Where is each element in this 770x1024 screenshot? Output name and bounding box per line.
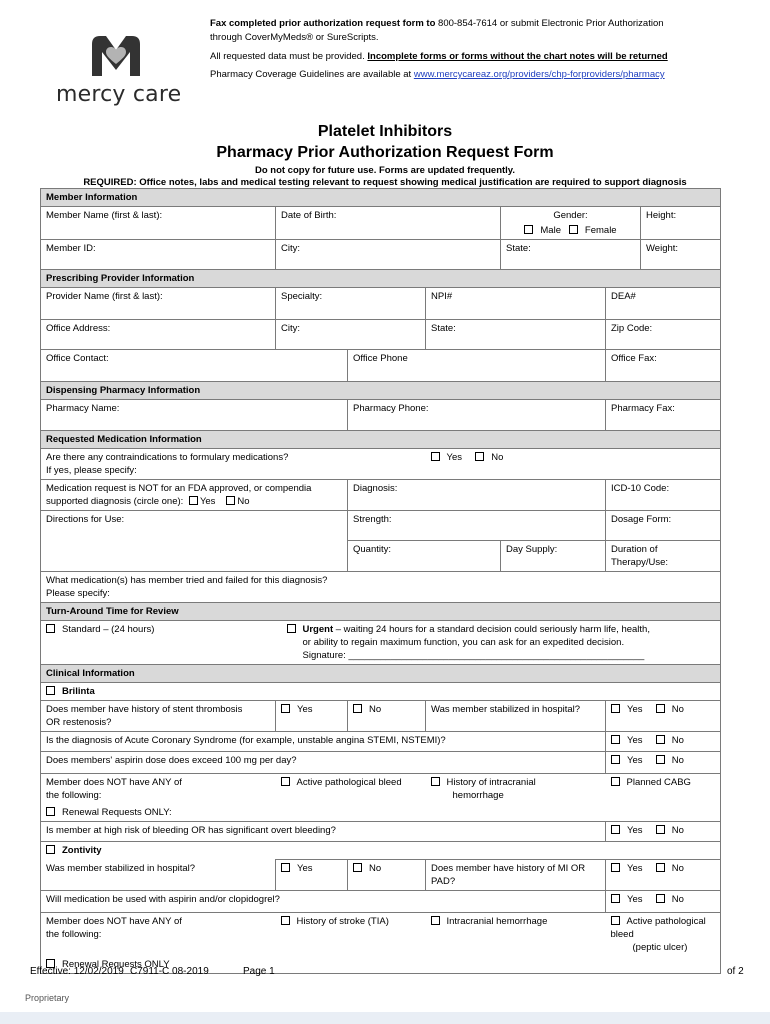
z-aspirin-no-checkbox[interactable] <box>656 894 665 903</box>
z-bleed-option[interactable]: Active pathological bleed (peptic ulcer) <box>606 913 721 957</box>
signature-line[interactable]: Signature: ________________________________________________________ <box>302 650 645 661</box>
dosage-form-field[interactable]: Dosage Form: <box>606 511 721 541</box>
guidelines-line: Pharmacy Coverage Guidelines are available at www.mercycareaz.org/providers/chp-forproviders/pharmacy <box>210 69 665 80</box>
form-title: Platelet Inhibitors <box>317 123 453 140</box>
duration-field[interactable]: Duration of Therapy/Use: <box>606 541 721 572</box>
height-field[interactable]: Height: <box>641 207 721 240</box>
z-aspirin-options[interactable]: Yes No <box>606 891 721 913</box>
z-stabilized-question: Was member stabilized in hospital? <box>41 860 276 891</box>
z-mi-question: Does member have history of MI OR PAD? <box>426 860 606 891</box>
b-renewal-option[interactable]: Renewal Requests ONLY: <box>41 804 721 822</box>
section-member: Member Information <box>41 189 721 207</box>
standard-checkbox[interactable] <box>46 624 55 633</box>
pharmacy-phone-field[interactable]: Pharmacy Phone: <box>348 400 606 431</box>
member-city-field[interactable]: City: <box>276 240 501 270</box>
weight-field[interactable]: Weight: <box>641 240 721 270</box>
office-city-field[interactable]: City: <box>276 320 426 350</box>
office-phone-field[interactable]: Office Phone <box>348 350 606 382</box>
z-mi-no-checkbox[interactable] <box>656 863 665 872</box>
provider-name-field[interactable]: Provider Name (first & last): <box>41 288 276 320</box>
b-stabilized-no-checkbox[interactable] <box>656 704 665 713</box>
urgent-checkbox[interactable] <box>287 624 296 633</box>
standard-option[interactable]: Standard – (24 hours) <box>41 621 276 665</box>
office-state-field[interactable]: State: <box>426 320 606 350</box>
form-code: C7911-C 08-2019 <box>130 966 209 977</box>
office-address-field[interactable]: Office Address: <box>41 320 276 350</box>
z-stabilized-yes[interactable]: Yes <box>276 860 348 891</box>
required-notice: All requested data must be provided. Incomplete forms or forms without the chart notes will be returned <box>210 51 668 62</box>
gender-field[interactable]: Gender: Male Female <box>501 207 641 240</box>
z-mi-yes-checkbox[interactable] <box>611 863 620 872</box>
bleeding-risk-options[interactable]: Yes No <box>606 822 721 842</box>
npi-field[interactable]: NPI# <box>426 288 606 320</box>
b-ich-option[interactable]: History of intracranial hemorrhage <box>426 774 606 805</box>
z-notany-label: Member does NOT have ANY of the following: <box>41 913 276 957</box>
z-ich-option[interactable]: Intracranial hemorrhage <box>426 913 606 957</box>
member-id-field[interactable]: Member ID: <box>41 240 276 270</box>
risk-yes-checkbox[interactable] <box>611 825 620 834</box>
specialty-field[interactable]: Specialty: <box>276 288 426 320</box>
aspirin-options[interactable]: Yes No <box>606 752 721 774</box>
male-checkbox[interactable] <box>524 225 533 234</box>
member-name-field[interactable]: Member Name (first & last): <box>41 207 276 240</box>
request-form-table <box>40 188 721 974</box>
stent-question: Does member have history of stent thrombosis OR restenosis? <box>41 701 276 732</box>
fda-yes-checkbox[interactable] <box>189 496 198 505</box>
bottom-bar <box>0 1012 770 1024</box>
section-pharmacy: Dispensing Pharmacy Information <box>41 382 721 400</box>
b-stabilized-yes-checkbox[interactable] <box>611 704 620 713</box>
page-total: of 2 <box>727 966 744 977</box>
b-bleed-option[interactable]: Active pathological bleed <box>276 774 426 805</box>
directions-field[interactable]: Directions for Use: <box>41 511 348 572</box>
b-cabg-option[interactable]: Planned CABG <box>606 774 721 805</box>
z-renewal-option[interactable]: Renewal Requests ONLY <box>41 956 721 974</box>
mercy-care-logo-icon <box>52 32 182 80</box>
member-state-field[interactable]: State: <box>501 240 641 270</box>
section-prescriber: Prescribing Provider Information <box>41 270 721 288</box>
fda-no-checkbox[interactable] <box>226 496 235 505</box>
dob-field[interactable]: Date of Birth: <box>276 207 501 240</box>
zontivity-checkbox[interactable] <box>46 845 55 854</box>
z-bleed-checkbox[interactable] <box>611 916 620 925</box>
fda-question[interactable]: Medication request is NOT for an FDA approved, or compendia supported diagnosis (circle one): Yes No <box>41 480 348 511</box>
fax-instructions-line2: through CoverMyMeds® or SureScripts. <box>210 32 379 43</box>
strength-field[interactable]: Strength: <box>348 511 606 541</box>
contraindications-options[interactable]: Yes No <box>426 449 721 480</box>
b-stabilized-question: Was member stabilized in hospital? <box>426 701 606 732</box>
acs-yes-checkbox[interactable] <box>611 735 620 744</box>
aspirin-yes-checkbox[interactable] <box>611 755 620 764</box>
day-supply-field[interactable]: Day Supply: <box>501 541 606 572</box>
section-turnaround: Turn-Around Time for Review <box>41 603 721 621</box>
z-mi-options[interactable]: Yes No <box>606 860 721 891</box>
z-stroke-checkbox[interactable] <box>281 916 290 925</box>
stent-yes[interactable]: Yes <box>276 701 348 732</box>
required-documents: REQUIRED: Office notes, labs and medical testing relevant to request showing medical justification are required to support diagnosis <box>83 177 687 188</box>
urgent-option[interactable]: Urgent – waiting 24 hours for a standard decision could seriously harm life, health, or ability to regain maximum function, you can ask for an expedited decision. Signature: ________________________________________________________ <box>276 621 721 665</box>
z-stabilized-no[interactable]: No <box>348 860 426 891</box>
z-aspirin-yes-checkbox[interactable] <box>611 894 620 903</box>
acs-options[interactable]: Yes No <box>606 732 721 752</box>
stent-no[interactable]: No <box>348 701 426 732</box>
aspirin-no-checkbox[interactable] <box>656 755 665 764</box>
copy-notice: Do not copy for future use. Forms are updated frequently. <box>254 165 516 176</box>
aspirin-question: Does members' aspirin dose does exceed 100 mg per day? <box>41 752 606 774</box>
brilinta-checkbox[interactable] <box>46 686 55 695</box>
office-fax-field[interactable]: Office Fax: <box>606 350 721 382</box>
form-subtitle: Pharmacy Prior Authorization Request Form <box>216 144 554 161</box>
effective-date: Effective: 12/02/2019 <box>30 966 124 977</box>
dea-field[interactable]: DEA# <box>606 288 721 320</box>
bleeding-risk-question: Is member at high risk of bleeding OR has significant overt bleeding? <box>41 822 606 842</box>
brand-name: mercy care <box>56 82 182 107</box>
pharmacy-name-field[interactable]: Pharmacy Name: <box>41 400 348 431</box>
contraindications-question: Are there any contraindications to formulary medications? If yes, please specify: <box>41 449 426 480</box>
z-stroke-option[interactable]: History of stroke (TIA) <box>276 913 426 957</box>
risk-no-checkbox[interactable] <box>656 825 665 834</box>
z-ich-checkbox[interactable] <box>431 916 440 925</box>
tried-failed-field[interactable]: What medication(s) has member tried and failed for this diagnosis? Please specify: <box>41 572 721 603</box>
zip-field[interactable]: Zip Code: <box>606 320 721 350</box>
stent-no-checkbox[interactable] <box>353 704 362 713</box>
b-ich-checkbox[interactable] <box>431 777 440 786</box>
stent-yes-checkbox[interactable] <box>281 704 290 713</box>
page-number: Page 1 <box>243 966 275 977</box>
section-medication: Requested Medication Information <box>41 431 721 449</box>
b-notany-label: Member does NOT have ANY of the following: <box>41 774 276 805</box>
z-stabilized-yes-checkbox[interactable] <box>281 863 290 872</box>
acs-question: Is the diagnosis of Acute Coronary Syndrome (for example, unstable angina STEMI, NSTEMI)? <box>41 732 606 752</box>
female-checkbox[interactable] <box>569 225 578 234</box>
guidelines-link[interactable]: www.mercycareaz.org/providers/chp-forproviders/pharmacy <box>413 69 665 80</box>
b-renewal-checkbox[interactable] <box>46 807 55 816</box>
contra-yes-checkbox[interactable] <box>431 452 440 461</box>
proprietary-label: Proprietary <box>25 993 70 1003</box>
zontivity-option[interactable]: Zontivity <box>41 842 721 860</box>
b-bleed-checkbox[interactable] <box>281 777 290 786</box>
office-contact-field[interactable]: Office Contact: <box>41 350 348 382</box>
acs-no-checkbox[interactable] <box>656 735 665 744</box>
z-aspirin-question: Will medication be used with aspirin and/or clopidogrel? <box>41 891 606 913</box>
b-stabilized-options[interactable]: Yes No <box>606 701 721 732</box>
section-clinical: Clinical Information <box>41 665 721 683</box>
b-cabg-checkbox[interactable] <box>611 777 620 786</box>
contra-no-checkbox[interactable] <box>475 452 484 461</box>
diagnosis-field[interactable]: Diagnosis: <box>348 480 606 511</box>
fax-instructions: Fax completed prior authorization request form to 800-854-7614 or submit Electronic Prior Authorization <box>210 18 664 29</box>
pharmacy-fax-field[interactable]: Pharmacy Fax: <box>606 400 721 431</box>
brilinta-option[interactable]: Brilinta <box>41 683 721 701</box>
quantity-field[interactable]: Quantity: <box>348 541 501 572</box>
icd-field[interactable]: ICD-10 Code: <box>606 480 721 511</box>
z-stabilized-no-checkbox[interactable] <box>353 863 362 872</box>
